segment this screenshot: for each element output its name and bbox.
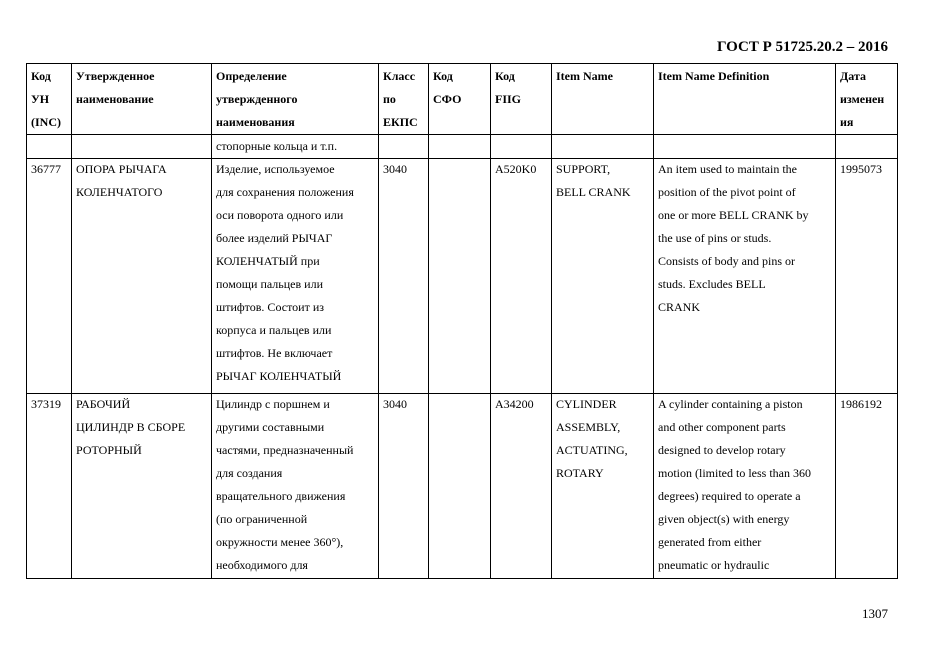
- cell-fiig-code: A34200: [491, 394, 552, 579]
- cell-sfo-code: [429, 159, 491, 394]
- cell-approved-name: РАБОЧИЙ ЦИЛИНДР В СБОРЕ РОТОРНЫЙ: [72, 394, 212, 579]
- table-cell: [27, 135, 72, 159]
- table-row: [27, 394, 898, 579]
- cell-sfo-code: [429, 394, 491, 579]
- cell-change-date: 1995073: [836, 159, 898, 394]
- col-header-approved-name: Утвержденное наименование: [72, 64, 212, 135]
- table-cell: [552, 135, 654, 159]
- table-cell: [491, 135, 552, 159]
- table-cell: [836, 135, 898, 159]
- col-header-definition: Определение утвержденного наименования: [212, 64, 379, 135]
- table-cell: [72, 135, 212, 159]
- col-header-fiig-code: Код FIIG: [491, 64, 552, 135]
- cell-item-definition: An item used to maintain the position of the pivot point of one or more BELL CRANK by the use of pins or studs. Consists of body and pins or studs. Excludes BELL CRANK: [654, 159, 836, 394]
- col-header-ekps-class: Класс по ЕКПС: [379, 64, 429, 135]
- page-number: 1307: [862, 606, 888, 621]
- continuation-row: [27, 135, 898, 159]
- cell-item-definition: A cylinder containing a piston and other component parts designed to develop rotary motion (limited to less than 360 degrees) required to operate a given object(s) with energy generated from either pneumatic or hydraulic: [654, 394, 836, 579]
- col-header-change-date: Дата изменен ия: [836, 64, 898, 135]
- table-row: [27, 159, 898, 394]
- col-header-sfo-code: Код СФО: [429, 64, 491, 135]
- cell-ekps-class: 3040: [379, 394, 429, 579]
- cell-item-name: SUPPORT, BELL CRANK: [552, 159, 654, 394]
- cell-approved-name: ОПОРА РЫЧАГА КОЛЕНЧАТОГО: [72, 159, 212, 394]
- table-cell: [379, 135, 429, 159]
- table-cell: [654, 135, 836, 159]
- col-header-item-name: Item Name: [552, 64, 654, 135]
- col-header-item-definition: Item Name Definition: [654, 64, 836, 135]
- table-cell: стопорные кольца и т.п.: [212, 135, 379, 159]
- nomenclature-table: [26, 63, 898, 579]
- cell-definition: Цилиндр с поршнем и другими составными частями, предназначенный для создания вращательного движения (по ограниченной окружности менее 360°), необходимого для: [212, 394, 379, 579]
- cell-inc: 36777: [27, 159, 72, 394]
- cell-change-date: 1986192: [836, 394, 898, 579]
- cell-fiig-code: A520K0: [491, 159, 552, 394]
- cell-inc: 37319: [27, 394, 72, 579]
- document-title: ГОСТ Р 51725.20.2 – 2016: [716, 39, 888, 55]
- table-cell: [429, 135, 491, 159]
- table-header-row: [27, 64, 898, 135]
- cell-ekps-class: 3040: [379, 159, 429, 394]
- cell-definition: Изделие, используемое для сохранения положения оси поворота одного или более изделий РЫЧАГ КОЛЕНЧАТЫЙ при помощи пальцев или штифтов. Состоит из корпуса и пальцев или штифтов. Не включает РЫЧАГ КОЛЕНЧАТЫЙ: [212, 159, 379, 394]
- col-header-inc: Код УН (INC): [27, 64, 72, 135]
- cell-item-name: CYLINDER ASSEMBLY, ACTUATING, ROTARY: [552, 394, 654, 579]
